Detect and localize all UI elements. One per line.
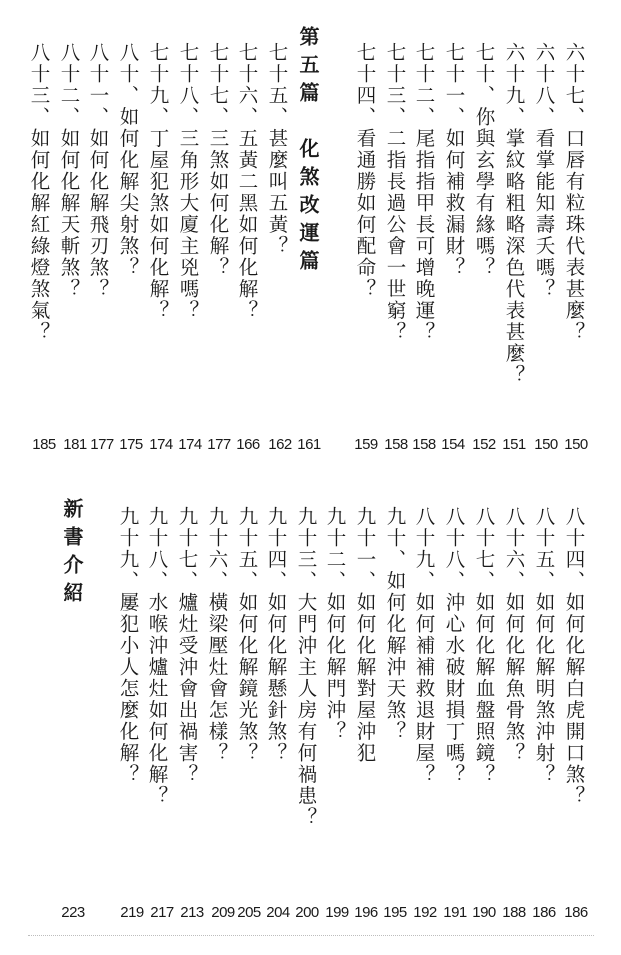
toc-entry-title: 八十四、如何化解白虎開口煞？	[562, 506, 586, 807]
toc-entry-title: 九十四、如何化解懸針煞？	[264, 506, 288, 764]
toc-entry-page: 166	[236, 436, 260, 453]
toc-entry-page: 209	[211, 904, 235, 921]
toc-entry-title: 八十三、如何化解紅綠燈煞氣？	[27, 42, 51, 343]
toc-entry-title: 七十九、丁屋犯煞如何化解？	[146, 42, 170, 322]
toc-entry-page: 158	[412, 436, 436, 453]
toc-entry-title: 七十五、甚麼叫五黃？	[265, 42, 289, 257]
toc-entry-page: 199	[325, 904, 349, 921]
toc-entry-title: 七十二、尾指指甲長可增晚運？	[412, 42, 436, 343]
toc-entry-page: 186	[564, 904, 588, 921]
toc-entry-page: 223	[61, 904, 85, 921]
toc-entry-title: 九十三、大門沖主人房有何禍患？	[294, 506, 318, 829]
toc-entry-title: 八十五、如何化解明煞沖射？	[532, 506, 556, 786]
toc-entry-title: 九十二、如何化解門沖？	[323, 506, 347, 743]
toc-entry-page: 195	[383, 904, 407, 921]
toc-entry-page: 188	[502, 904, 526, 921]
section-heading: 第五篇 化煞改運篇	[296, 26, 320, 278]
toc-entry-page: 200	[295, 904, 319, 921]
toc-entry-title: 九十五、如何化解鏡光煞？	[235, 506, 259, 764]
toc-entry-page: 181	[63, 436, 87, 453]
toc-entry-title: 九十六、橫梁壓灶會怎樣？	[205, 506, 229, 764]
toc-entry-page: 159	[354, 436, 378, 453]
toc-entry-page: 192	[413, 904, 437, 921]
toc-entry-title: 九十一、如何化解對屋沖犯	[353, 506, 377, 764]
toc-entry-page: 196	[354, 904, 378, 921]
toc-entry-title: 六十九、掌紋略粗略深色代表甚麼？	[502, 42, 526, 386]
section-heading: 新書介紹	[60, 498, 84, 610]
toc-entry-page: 150	[534, 436, 558, 453]
toc-entry-page: 177	[90, 436, 114, 453]
toc-entry-page: 204	[266, 904, 290, 921]
toc-entry-page: 219	[120, 904, 144, 921]
toc-entry-page: 177	[207, 436, 231, 453]
toc-entry-title: 六十八、看掌能知壽夭嗎？	[532, 42, 556, 300]
toc-entry-title: 六十七、口唇有粒珠代表甚麼？	[562, 42, 586, 343]
toc-entry-page: 150	[564, 436, 588, 453]
toc-entry-title: 七十六、五黃二黑如何化解？	[235, 42, 259, 322]
toc-entry-page: 186	[532, 904, 556, 921]
toc-entry-page: 191	[443, 904, 467, 921]
toc-entry-page: 162	[268, 436, 292, 453]
toc-entry-page: 158	[384, 436, 408, 453]
toc-entry-title: 七十三、二指長過公會一世窮？	[383, 42, 407, 343]
toc-entry-page: 161	[297, 436, 321, 453]
toc-entry-title: 八十七、如何化解血盤照鏡？	[472, 506, 496, 786]
toc-entry-title: 八十、如何化解尖射煞？	[116, 42, 140, 279]
toc-entry-title: 七十、你與玄學有緣嗎？	[472, 42, 496, 279]
toc-entry-page: 213	[180, 904, 204, 921]
toc-entry-title: 八十二、如何化解天斬煞？	[57, 42, 81, 300]
bottom-divider	[28, 935, 594, 936]
toc-entry-page: 154	[441, 436, 465, 453]
toc-entry-title: 七十一、如何補救漏財？	[442, 42, 466, 279]
toc-entry-page: 217	[150, 904, 174, 921]
toc-entry-title: 七十七、三煞如何化解？	[206, 42, 230, 279]
toc-entry-title: 七十八、三角形大廈主兇嗎？	[176, 42, 200, 322]
toc-entry-page: 205	[237, 904, 261, 921]
toc-entry-title: 八十八、沖心水破財損丁嗎？	[442, 506, 466, 786]
toc-entry-title: 八十九、如何補補救退財屋？	[412, 506, 436, 786]
toc-entry-title: 八十一、如何化解飛刃煞？	[86, 42, 110, 300]
toc-entry-page: 174	[149, 436, 173, 453]
toc-entry-page: 152	[472, 436, 496, 453]
toc-entry-title: 九十八、水喉沖爐灶如何化解？	[145, 506, 169, 807]
toc-entry-page: 151	[502, 436, 526, 453]
toc-entry-title: 七十四、看通勝如何配命？	[353, 42, 377, 300]
toc-entry-page: 190	[472, 904, 496, 921]
toc-entry-title: 九十七、爐灶受沖會出禍害？	[175, 506, 199, 786]
toc-entry-page: 174	[178, 436, 202, 453]
toc-entry-title: 九十、如何化解沖天煞？	[383, 506, 407, 743]
toc-entry-page: 175	[119, 436, 143, 453]
toc-entry-title: 八十六、如何化解魚骨煞？	[502, 506, 526, 764]
toc-entry-page: 185	[32, 436, 56, 453]
toc-entry-title: 九十九、屢犯小人怎麼化解？	[116, 506, 140, 786]
